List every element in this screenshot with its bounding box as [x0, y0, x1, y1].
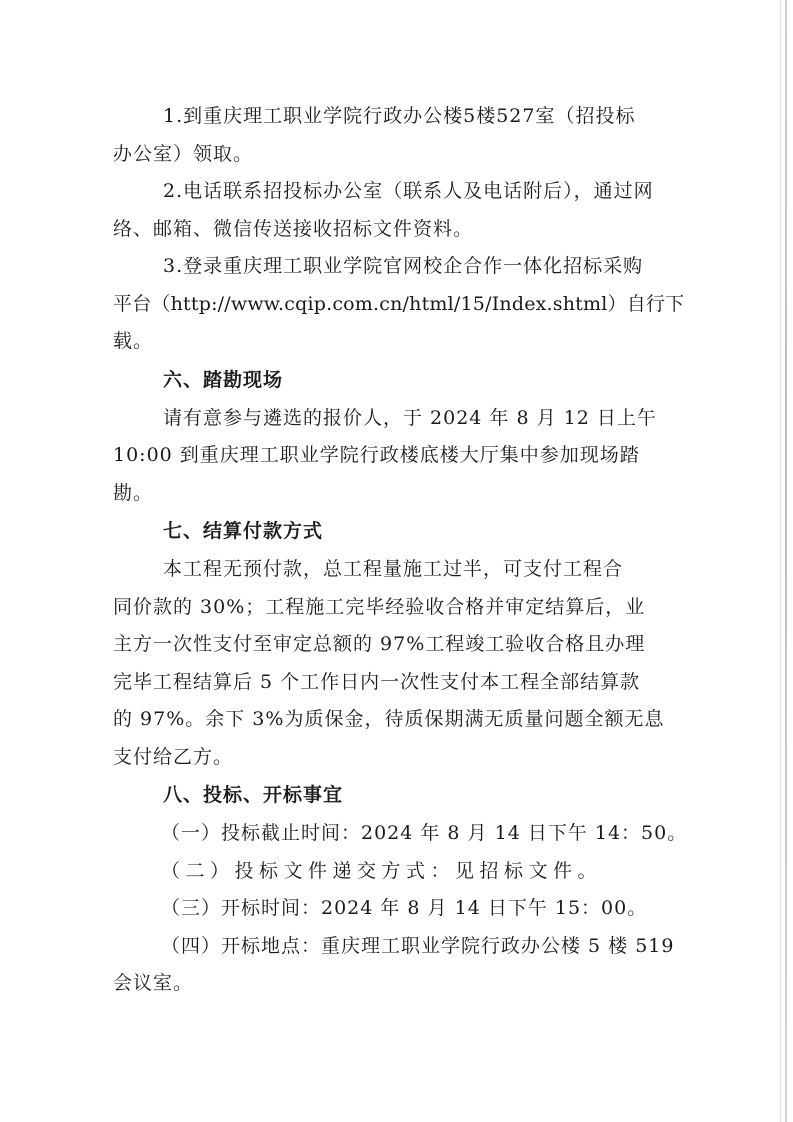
- paragraph-line: 络、邮箱、微信传送接收招标文件资料。: [113, 217, 474, 240]
- paragraph-line: 载。: [113, 330, 154, 352]
- paragraph-line: （三）开标时间：2024 年 8 月 14 日下午 15：00。: [161, 897, 648, 919]
- scan-edge-shadow: [785, 0, 787, 1122]
- paragraph-line: 同价款的 30%；工程施工完毕经验收合格并审定结算后，业: [113, 595, 646, 618]
- paragraph-line: 1.到重庆理工职业学院行政办公楼5楼527室（招投标: [163, 105, 636, 127]
- paragraph-line: 2.电话联系招投标办公室（联系人及电话附后），通过网: [163, 180, 654, 202]
- paragraph-line: 请有意参与遴选的报价人，于 2024 年 8 月 12 日上午: [163, 406, 657, 429]
- paragraph-line: （一）投标截止时间：2024 年 8 月 14 日下午 14：50。: [161, 822, 688, 844]
- paragraph-line: 本工程无预付款，总工程量施工过半，可支付工程合: [163, 558, 624, 580]
- paragraph-line: 支付给乙方。: [113, 745, 234, 768]
- paragraph-line: 会议室。: [113, 972, 194, 994]
- paragraph-line: 10:00 到重庆理工职业学院行政楼底楼大厅集中参加现场踏: [113, 444, 640, 466]
- paragraph-line: 的 97%。余下 3%为质保金，待质保期满无质量问题全额无息: [113, 708, 665, 730]
- section-heading-8: 八、投标、开标事宜: [163, 784, 344, 806]
- paragraph-line: 完毕工程结算后 5 个工作日内一次性支付本工程全部结算款: [113, 670, 641, 693]
- paragraph-line: 主方一次性支付至审定总额的 97%工程竣工验收合格且办理: [113, 633, 646, 655]
- paragraph-line: （二）投标文件递交方式：见招标文件。: [161, 859, 603, 882]
- paragraph-line: 办公室）领取。: [113, 142, 254, 165]
- paragraph-line: 勘。: [113, 481, 154, 504]
- paragraph-line: 平台（http://www.cqip.com.cn/html/15/Index.shtml）自行下: [113, 292, 685, 315]
- paragraph-line: 3.登录重庆理工职业学院官网校企合作一体化招标采购: [163, 255, 644, 277]
- paragraph-line: （四）开标地点：重庆理工职业学院行政办公楼 5 楼 519: [161, 934, 675, 957]
- section-heading-7: 七、结算付款方式: [163, 520, 324, 542]
- scan-edge-line: [780, 0, 781, 1122]
- section-heading-6: 六、踏勘现场: [163, 368, 284, 391]
- document-body: [113, 98, 688, 1003]
